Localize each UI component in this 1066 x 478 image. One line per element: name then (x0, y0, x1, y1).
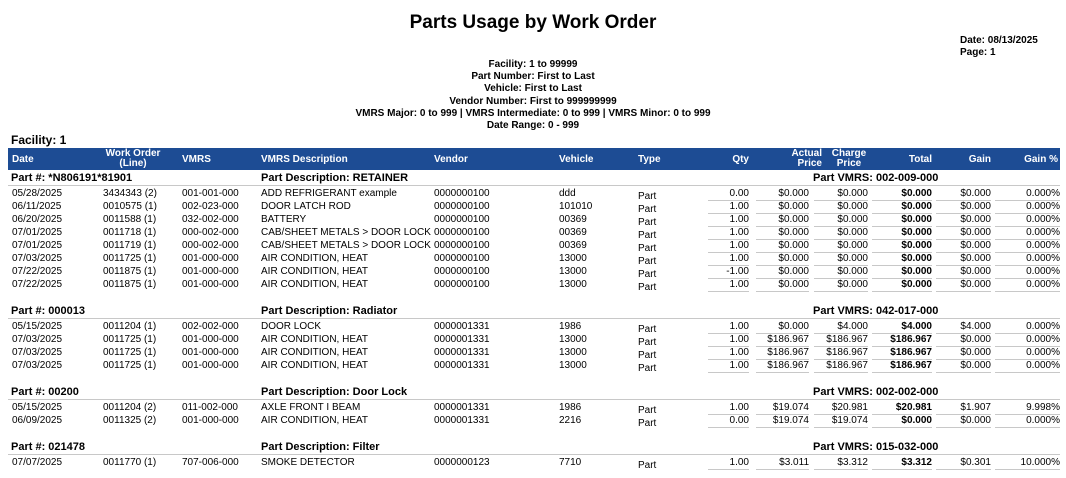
cell-total: $0.000 (872, 279, 932, 292)
table-row (8, 266, 1060, 279)
part-vmrs: Part VMRS: 002-009-000 (813, 172, 939, 184)
part-description: Part Description: RETAINER (261, 172, 409, 184)
criteria-line: Vendor Number: First to 999999999 (449, 95, 617, 107)
col-charge-price-line2: Price (836, 158, 862, 169)
cell-desc: CAB/SHEET METALS > DOOR LOCK (261, 240, 431, 251)
cell-actual: $0.000 (756, 266, 809, 279)
cell-vendor: 0000000100 (434, 188, 490, 199)
cell-gain-pct: 0.000% (995, 334, 1060, 347)
cell-vehicle: 13000 (559, 360, 587, 371)
cell-qty: 1.00 (708, 253, 749, 266)
cell-actual: $0.000 (756, 253, 809, 266)
cell-desc: DOOR LATCH ROD (261, 201, 351, 212)
cell-wo: 0011588 (1) (103, 214, 157, 225)
table-row (8, 347, 1060, 360)
cell-vendor: 0000001331 (434, 321, 490, 332)
cell-gain-pct: 0.000% (995, 347, 1060, 360)
cell-gain: $0.301 (936, 457, 991, 470)
col-vehicle: Vehicle (559, 154, 594, 165)
cell-type: Part (638, 460, 657, 471)
cell-vmrs: 032-002-000 (182, 214, 239, 225)
cell-gain: $0.000 (936, 240, 991, 253)
cell-desc: BATTERY (261, 214, 307, 225)
part-description: Part Description: Filter (261, 441, 380, 453)
cell-gain-pct: 0.000% (995, 214, 1060, 227)
part-group-header (8, 304, 1060, 319)
table-row (8, 214, 1060, 227)
criteria-line: Part Number: First to Last (471, 71, 595, 83)
cell-total: $0.000 (872, 240, 932, 253)
part-description: Part Description: Radiator (261, 305, 398, 317)
cell-vendor: 0000001331 (434, 415, 490, 426)
part-vmrs: Part VMRS: 002-002-000 (813, 386, 939, 398)
cell-actual: $0.000 (756, 279, 809, 292)
cell-gain: $0.000 (936, 253, 991, 266)
cell-type: Part (638, 282, 657, 293)
part-number: Part #: *N806191*81901 (11, 172, 133, 184)
cell-gain: $0.000 (936, 214, 991, 227)
cell-wo: 0011325 (2) (103, 415, 157, 426)
cell-type: Part (638, 418, 657, 429)
col-vmrs: VMRS (182, 154, 211, 165)
cell-total: $0.000 (872, 188, 932, 201)
col-total: Total (908, 154, 932, 165)
cell-qty: 1.00 (708, 402, 749, 415)
cell-wo: 3434343 (2) (103, 188, 157, 199)
cell-gain-pct: 0.000% (995, 415, 1060, 428)
cell-vendor: 0000000100 (434, 201, 490, 212)
cell-desc: AIR CONDITION, HEAT (261, 266, 369, 277)
cell-date: 07/01/2025 (12, 227, 63, 238)
cell-vehicle: 1986 (559, 321, 582, 332)
cell-charge: $0.000 (814, 266, 868, 279)
cell-vmrs: 002-023-000 (182, 201, 239, 212)
cell-wo: 0011725 (1) (103, 334, 157, 345)
cell-gain-pct: 0.000% (995, 240, 1060, 253)
cell-vehicle: 13000 (559, 279, 587, 290)
cell-actual: $186.967 (756, 347, 809, 360)
table-row (8, 402, 1060, 415)
table-row (8, 188, 1060, 201)
cell-total: $0.000 (872, 201, 932, 214)
cell-gain: $0.000 (936, 279, 991, 292)
cell-vendor: 0000001331 (434, 402, 490, 413)
cell-vendor: 0000001331 (434, 334, 490, 345)
cell-vehicle: 1986 (559, 402, 582, 413)
cell-gain: $0.000 (936, 415, 991, 428)
cell-vendor: 0000000100 (434, 253, 490, 264)
cell-actual: $0.000 (756, 240, 809, 253)
cell-total: $0.000 (872, 253, 932, 266)
cell-date: 06/20/2025 (12, 214, 63, 225)
cell-vmrs: 707-006-000 (182, 457, 239, 468)
cell-vmrs: 002-002-000 (182, 321, 239, 332)
cell-type: Part (638, 324, 657, 335)
cell-vendor: 0000000100 (434, 279, 490, 290)
cell-vmrs: 011-002-000 (182, 402, 238, 413)
cell-date: 06/11/2025 (12, 201, 62, 212)
cell-type: Part (638, 363, 657, 374)
cell-qty: 1.00 (708, 360, 749, 373)
cell-vehicle: ddd (559, 188, 576, 199)
cell-actual: $0.000 (756, 201, 809, 214)
col-actual-price-line1: Actual (791, 148, 822, 159)
cell-total: $186.967 (872, 347, 932, 360)
cell-type: Part (638, 256, 657, 267)
cell-gain-pct: 10.000% (995, 457, 1060, 470)
col-work-order-line2: (Line) (119, 158, 147, 169)
cell-charge: $0.000 (814, 201, 868, 214)
table-row (8, 279, 1060, 292)
cell-vmrs: 001-000-000 (182, 347, 239, 358)
report-meta (960, 35, 1038, 59)
col-actual-price (766, 149, 822, 169)
cell-type: Part (638, 350, 657, 361)
cell-vmrs: 000-002-000 (182, 240, 239, 251)
cell-gain-pct: 0.000% (995, 360, 1060, 373)
cell-qty: 1.00 (708, 240, 749, 253)
cell-desc: CAB/SHEET METALS > DOOR LOCK (261, 227, 431, 238)
cell-desc: AIR CONDITION, HEAT (261, 360, 369, 371)
cell-charge: $186.967 (814, 360, 868, 373)
cell-date: 07/03/2025 (12, 360, 63, 371)
cell-charge: $0.000 (814, 253, 868, 266)
cell-wo: 0011719 (1) (103, 240, 157, 251)
cell-wo: 0010575 (1) (103, 201, 157, 212)
cell-type: Part (638, 337, 657, 348)
table-row (8, 227, 1060, 240)
cell-vmrs: 001-000-000 (182, 253, 239, 264)
cell-desc: AIR CONDITION, HEAT (261, 253, 369, 264)
col-actual-price-line2: Price (797, 158, 822, 169)
cell-vendor: 0000000100 (434, 227, 490, 238)
part-vmrs: Part VMRS: 015-032-000 (813, 441, 939, 453)
cell-charge: $0.000 (814, 279, 868, 292)
cell-date: 05/15/2025 (12, 321, 63, 332)
cell-vmrs: 001-000-000 (182, 360, 239, 371)
cell-actual: $186.967 (756, 360, 809, 373)
report-page: Page: 1 (960, 47, 996, 58)
col-work-order (103, 149, 163, 169)
cell-total: $0.000 (872, 227, 932, 240)
cell-wo: 0011718 (1) (103, 227, 157, 238)
cell-desc: AIR CONDITION, HEAT (261, 415, 369, 426)
cell-vehicle: 00369 (559, 240, 587, 251)
cell-desc: DOOR LOCK (261, 321, 322, 332)
report-date: Date: 08/13/2025 (960, 35, 1038, 46)
cell-qty: 0.00 (708, 415, 749, 428)
cell-vendor: 0000001331 (434, 360, 490, 371)
cell-gain: $0.000 (936, 266, 991, 279)
cell-vmrs: 000-002-000 (182, 227, 239, 238)
part-number: Part #: 000013 (11, 305, 85, 317)
cell-wo: 0011204 (1) (103, 321, 157, 332)
cell-type: Part (638, 204, 657, 215)
cell-charge: $186.967 (814, 347, 868, 360)
col-date: Date (12, 154, 34, 165)
cell-total: $186.967 (872, 360, 932, 373)
part-description: Part Description: Door Lock (261, 386, 408, 398)
cell-qty: 0.00 (708, 188, 749, 201)
cell-vendor: 0000000100 (434, 240, 490, 251)
cell-date: 07/03/2025 (12, 253, 63, 264)
cell-type: Part (638, 243, 657, 254)
cell-wo: 0011725 (1) (103, 360, 157, 371)
part-group-header (8, 171, 1060, 186)
cell-wo: 0011204 (2) (103, 402, 157, 413)
cell-vendor: 0000000100 (434, 266, 490, 277)
cell-qty: 1.00 (708, 214, 749, 227)
cell-vehicle: 13000 (559, 347, 587, 358)
cell-desc: AXLE FRONT I BEAM (261, 402, 361, 413)
cell-desc: ADD REFRIGERANT example (261, 188, 397, 199)
cell-date: 06/09/2025 (12, 415, 63, 426)
cell-total: $186.967 (872, 334, 932, 347)
cell-date: 07/03/2025 (12, 334, 63, 345)
cell-charge: $19.074 (814, 415, 868, 428)
cell-qty: 1.00 (708, 347, 749, 360)
table-row (8, 360, 1060, 373)
col-gain: Gain (968, 154, 991, 165)
col-qty: Qty (732, 154, 749, 165)
cell-actual: $0.000 (756, 321, 809, 334)
cell-date: 05/28/2025 (12, 188, 63, 199)
cell-actual: $186.967 (756, 334, 809, 347)
part-number: Part #: 021478 (11, 441, 85, 453)
cell-date: 05/15/2025 (12, 402, 63, 413)
table-row (8, 201, 1060, 214)
col-vendor: Vendor (434, 154, 468, 165)
criteria-line: VMRS Major: 0 to 999 | VMRS Intermediate: 0 to 999 | VMRS Minor: 0 to 999 (355, 107, 711, 119)
cell-vehicle: 00369 (559, 214, 587, 225)
report-title: Parts Usage by Work Order (409, 12, 657, 33)
cell-gain-pct: 0.000% (995, 201, 1060, 214)
cell-desc: AIR CONDITION, HEAT (261, 279, 369, 290)
cell-charge: $0.000 (814, 214, 868, 227)
cell-desc: AIR CONDITION, HEAT (261, 334, 369, 345)
cell-vehicle: 13000 (559, 334, 587, 345)
cell-total: $20.981 (872, 402, 932, 415)
table-row (8, 253, 1060, 266)
cell-type: Part (638, 217, 657, 228)
report-criteria (0, 59, 1066, 132)
cell-gain: $0.000 (936, 227, 991, 240)
cell-vmrs: 001-000-000 (182, 279, 239, 290)
cell-vehicle: 13000 (559, 253, 587, 264)
cell-charge: $0.000 (814, 188, 868, 201)
col-work-order-line1: Work Order (105, 148, 161, 159)
cell-gain: $0.000 (936, 360, 991, 373)
cell-qty: 1.00 (708, 321, 749, 334)
cell-gain-pct: 0.000% (995, 279, 1060, 292)
cell-vehicle: 00369 (559, 227, 587, 238)
cell-total: $0.000 (872, 415, 932, 428)
cell-qty: -1.00 (708, 266, 749, 279)
cell-date: 07/22/2025 (12, 266, 63, 277)
cell-wo: 0011725 (1) (103, 253, 157, 264)
cell-gain: $0.000 (936, 201, 991, 214)
cell-desc: AIR CONDITION, HEAT (261, 347, 369, 358)
cell-vendor: 0000000123 (434, 457, 490, 468)
cell-qty: 1.00 (708, 227, 749, 240)
cell-vmrs: 001-000-000 (182, 415, 239, 426)
cell-qty: 1.00 (708, 334, 749, 347)
cell-wo: 0011875 (1) (103, 266, 157, 277)
cell-vehicle: 2216 (559, 415, 582, 426)
cell-desc: SMOKE DETECTOR (261, 457, 355, 468)
cell-gain: $0.000 (936, 334, 991, 347)
cell-gain-pct: 0.000% (995, 253, 1060, 266)
cell-date: 07/22/2025 (12, 279, 63, 290)
col-type: Type (638, 154, 661, 165)
cell-qty: 1.00 (708, 201, 749, 214)
cell-gain-pct: 0.000% (995, 266, 1060, 279)
cell-gain-pct: 0.000% (995, 321, 1060, 334)
cell-total: $0.000 (872, 214, 932, 227)
cell-total: $3.312 (872, 457, 932, 470)
cell-charge: $3.312 (814, 457, 868, 470)
cell-actual: $19.074 (756, 402, 809, 415)
cell-vmrs: 001-000-000 (182, 266, 239, 277)
table-header (8, 148, 1060, 170)
cell-wo: 0011770 (1) (103, 457, 157, 468)
cell-type: Part (638, 230, 657, 241)
col-vmrs-description: VMRS Description (261, 154, 348, 165)
cell-vmrs: 001-000-000 (182, 334, 239, 345)
cell-gain: $4.000 (936, 321, 991, 334)
table-row (8, 457, 1060, 470)
facility-heading: Facility: 1 (11, 133, 67, 147)
part-number: Part #: 00200 (11, 386, 79, 398)
cell-actual: $3.011 (756, 457, 809, 470)
cell-gain-pct: 9.998% (995, 402, 1060, 415)
criteria-line: Facility: 1 to 99999 (488, 59, 578, 70)
col-gain-pct: Gain % (1024, 154, 1058, 165)
cell-wo: 0011725 (1) (103, 347, 157, 358)
cell-total: $0.000 (872, 266, 932, 279)
table-row (8, 334, 1060, 347)
cell-actual: $19.074 (756, 415, 809, 428)
part-vmrs: Part VMRS: 042-017-000 (813, 305, 939, 317)
cell-date: 07/03/2025 (12, 347, 63, 358)
cell-vehicle: 13000 (559, 266, 587, 277)
cell-vehicle: 101010 (559, 201, 593, 212)
col-charge-price-line1: Charge (831, 148, 867, 159)
cell-charge: $20.981 (814, 402, 868, 415)
cell-vendor: 0000001331 (434, 347, 490, 358)
cell-charge: $0.000 (814, 227, 868, 240)
part-group-header (8, 385, 1060, 400)
cell-qty: 1.00 (708, 457, 749, 470)
cell-type: Part (638, 405, 657, 416)
cell-type: Part (638, 269, 657, 280)
cell-charge: $186.967 (814, 334, 868, 347)
cell-wo: 0011875 (1) (103, 279, 157, 290)
cell-charge: $4.000 (814, 321, 868, 334)
cell-charge: $0.000 (814, 240, 868, 253)
criteria-line: Vehicle: First to Last (484, 83, 582, 95)
cell-qty: 1.00 (708, 279, 749, 292)
cell-vehicle: 7710 (559, 457, 582, 468)
cell-actual: $0.000 (756, 214, 809, 227)
cell-gain-pct: 0.000% (995, 188, 1060, 201)
cell-gain: $1.907 (936, 402, 991, 415)
table-row (8, 240, 1060, 253)
cell-gain: $0.000 (936, 347, 991, 360)
table-row (8, 415, 1060, 428)
cell-gain-pct: 0.000% (995, 227, 1060, 240)
cell-total: $4.000 (872, 321, 932, 334)
table-row (8, 321, 1060, 334)
cell-vmrs: 001-001-000 (182, 188, 239, 199)
cell-vendor: 0000000100 (434, 214, 490, 225)
criteria-line: Date Range: 0 - 999 (486, 120, 580, 132)
cell-gain: $0.000 (936, 188, 991, 201)
cell-actual: $0.000 (756, 227, 809, 240)
cell-date: 07/07/2025 (12, 457, 63, 468)
col-charge-price (824, 149, 874, 169)
cell-date: 07/01/2025 (12, 240, 63, 251)
cell-type: Part (638, 191, 657, 202)
cell-actual: $0.000 (756, 188, 809, 201)
part-group-header (8, 440, 1060, 455)
